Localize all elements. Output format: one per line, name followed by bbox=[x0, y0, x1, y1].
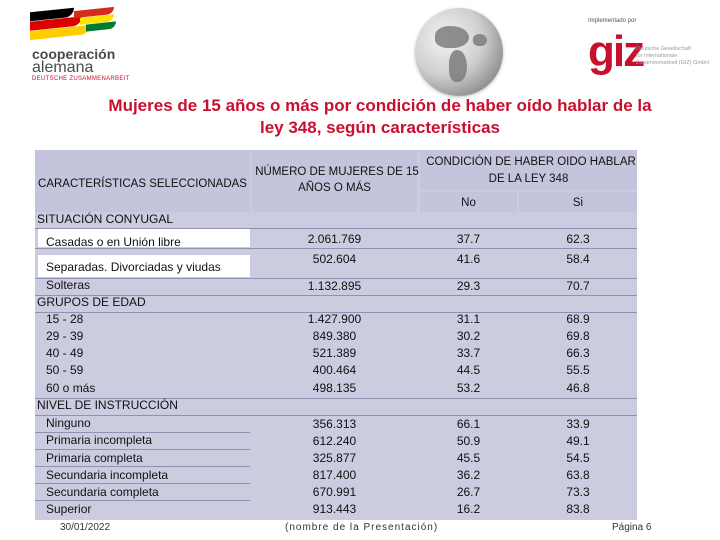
cell-si: 58.4 bbox=[566, 252, 590, 266]
cell-number: 1.427.900 bbox=[307, 312, 362, 326]
cell-number: 356.313 bbox=[312, 417, 357, 431]
column-header-characteristics: CARACTERÍSTICAS SELECCIONADAS bbox=[38, 178, 247, 190]
cell-number: 498.135 bbox=[312, 381, 357, 395]
row-label: Superior bbox=[46, 502, 92, 516]
title-line-1: Mujeres de 15 años o más por condición de haber oído hablar de la bbox=[108, 96, 652, 115]
cell-no: 53.2 bbox=[456, 381, 481, 395]
cell-no: 31.1 bbox=[456, 312, 481, 326]
cell-number: 612.240 bbox=[312, 434, 357, 448]
giz-subtext-1: Deutsche Gesellschaft bbox=[636, 46, 692, 52]
cell-si: 62.3 bbox=[566, 232, 590, 246]
cell-number: 913.443 bbox=[312, 502, 357, 516]
row-label: Separadas. Divorciadas y viudas bbox=[46, 260, 221, 274]
cell-si: 46.8 bbox=[566, 381, 590, 395]
row-label: Primaria completa bbox=[46, 451, 143, 465]
cell-no: 33.7 bbox=[456, 346, 481, 360]
cell-no: 44.5 bbox=[456, 363, 481, 377]
column-header-condition-line1: CONDICIÓN DE HABER OIDO HABLAR bbox=[426, 156, 636, 168]
row-label: Solteras bbox=[46, 278, 91, 292]
row-label: 15 - 28 bbox=[46, 312, 84, 326]
cell-no: 45.5 bbox=[456, 451, 481, 465]
table-rule bbox=[35, 228, 637, 229]
column-header-no: No bbox=[461, 197, 476, 209]
footer-page-number: Página 6 bbox=[612, 522, 652, 533]
cell-number: 817.400 bbox=[312, 468, 357, 482]
cell-si: 49.1 bbox=[566, 434, 590, 448]
cell-no: 36.2 bbox=[456, 468, 481, 482]
cell-si: 68.9 bbox=[566, 312, 590, 326]
cell-no: 29.3 bbox=[456, 279, 481, 293]
section-label-nivel-instruccion: NIVEL DE INSTRUCCIÓN bbox=[37, 398, 178, 412]
section-label-situacion: SITUACIÓN CONYUGAL bbox=[37, 212, 174, 226]
cell-no: 41.6 bbox=[456, 252, 481, 266]
row-label: Secundaria incompleta bbox=[46, 468, 169, 482]
logo-text-alemana: alemana bbox=[32, 59, 94, 76]
cell-si: 63.8 bbox=[566, 468, 590, 482]
giz-subtext-2: für Internationale bbox=[636, 53, 678, 59]
row-label: 29 - 39 bbox=[46, 329, 84, 343]
cell-no: 30.2 bbox=[456, 329, 481, 343]
row-label: Secundaria completa bbox=[46, 485, 159, 499]
logo-text-deutsche: DEUTSCHE ZUSAMMENARBEIT bbox=[32, 76, 130, 82]
cell-number: 2.061.769 bbox=[307, 232, 362, 246]
cell-si: 55.5 bbox=[566, 363, 590, 377]
cell-number: 849.380 bbox=[312, 329, 357, 343]
cell-si: 73.3 bbox=[566, 485, 590, 499]
column-header-number-line1: NÚMERO DE MUJERES DE 15 bbox=[255, 166, 419, 178]
row-label: 50 - 59 bbox=[46, 363, 84, 377]
footer-presentation-name: (nombre de la Presentación) bbox=[285, 522, 439, 533]
cell-number: 400.464 bbox=[312, 363, 357, 377]
column-header-number-line2: AÑOS O MÁS bbox=[298, 182, 371, 194]
row-label: Ninguno bbox=[46, 416, 91, 430]
cell-number: 670.991 bbox=[312, 485, 357, 499]
giz-wordmark: giz bbox=[588, 27, 644, 76]
implemented-by-label: Implementado por bbox=[588, 18, 637, 24]
cell-si: 70.7 bbox=[566, 279, 590, 293]
cell-number: 325.877 bbox=[312, 451, 357, 465]
row-label: 60 o más bbox=[46, 381, 96, 395]
globe-icon bbox=[415, 8, 503, 96]
row-label: 40 - 49 bbox=[46, 346, 84, 360]
cell-number: 1.132.895 bbox=[307, 279, 362, 293]
cell-si: 83.8 bbox=[566, 502, 590, 516]
cell-no: 16.2 bbox=[456, 502, 481, 516]
cell-number: 521.389 bbox=[312, 346, 357, 360]
column-header-condition-line2: DE LA LEY 348 bbox=[488, 173, 569, 185]
column-header-si: Si bbox=[572, 197, 584, 209]
cell-no: 37.7 bbox=[456, 232, 481, 246]
slide-title bbox=[60, 95, 700, 139]
cell-no: 50.9 bbox=[456, 434, 481, 448]
cell-number: 502.604 bbox=[312, 252, 357, 266]
footer-date: 30/01/2022 bbox=[60, 522, 111, 533]
giz-subtext-3: Zusammenarbeit (GIZ) GmbH bbox=[636, 60, 710, 66]
title-line-2: ley 348, según características bbox=[259, 118, 501, 137]
row-label: Casadas o en Unión libre bbox=[46, 235, 181, 249]
cell-no: 26.7 bbox=[456, 485, 481, 499]
cell-si: 69.8 bbox=[566, 329, 590, 343]
section-label-grupos-edad: GRUPOS DE EDAD bbox=[37, 295, 146, 309]
cell-si: 66.3 bbox=[566, 346, 590, 360]
row-label: Primaria incompleta bbox=[46, 433, 153, 447]
cell-no: 66.1 bbox=[456, 417, 481, 431]
logo-text-cooperacion: cooperación bbox=[32, 46, 116, 62]
cell-si: 54.5 bbox=[566, 451, 590, 465]
cell-si: 33.9 bbox=[566, 417, 590, 431]
